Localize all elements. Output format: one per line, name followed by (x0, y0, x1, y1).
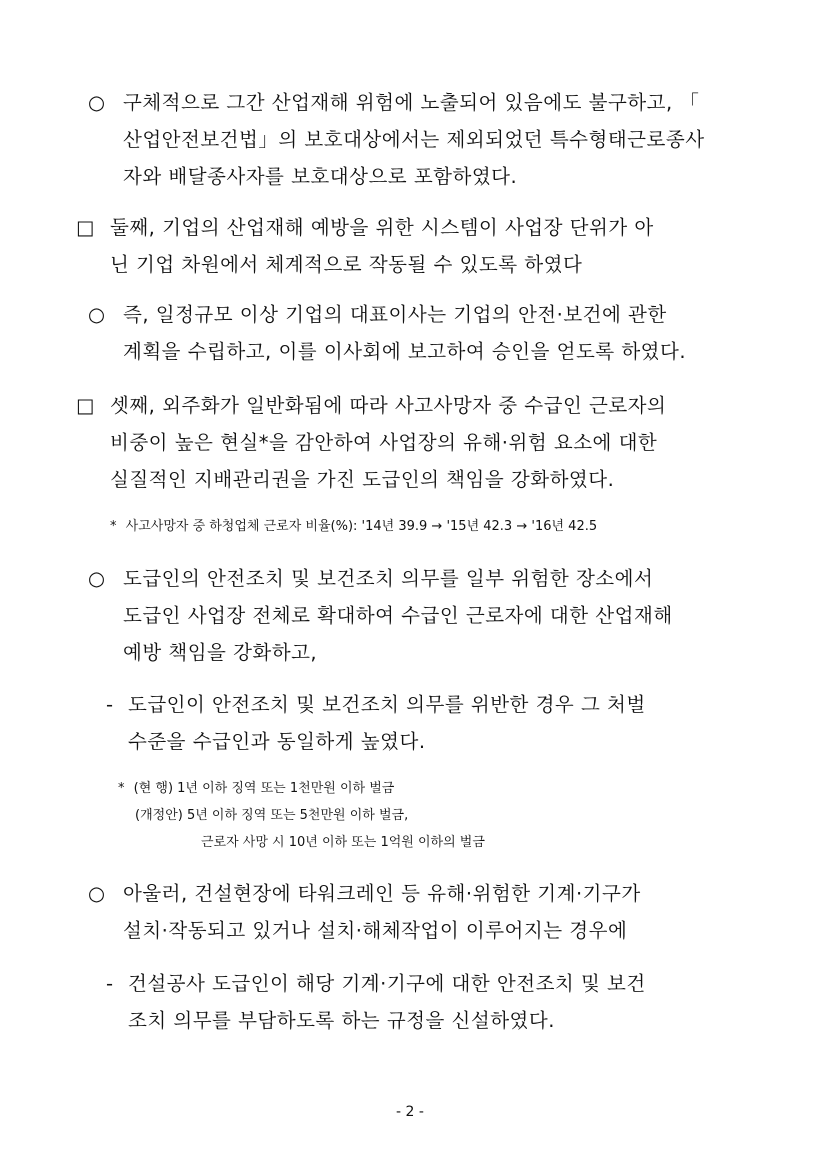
footnote-line: (개정안) 5년 이하 징역 또는 5천만원 이하 벌금, (135, 808, 409, 823)
paragraph-line: 도급인 사업장 전체로 확대하여 수급인 근로자에 대한 산업재해 (123, 604, 673, 627)
footnote (110, 513, 597, 540)
bullet-paragraph (88, 296, 686, 370)
footnote-line: 사고사망자 중 하청업체 근로자 비율(%): '14년 39.9 → '15년 42.3 → '16년 42.5 (125, 519, 598, 534)
bullet-paragraph (88, 875, 641, 949)
paragraph-line: 셋째, 외주화가 일반화됨에 따라 사고사망자 중 수급인 근로자의 (110, 394, 667, 417)
paragraph-line: 즉, 일정규모 이상 기업의 대표이사는 기업의 안전·보건에 관한 (123, 303, 667, 326)
dash-marker: - (106, 972, 114, 995)
paragraph-line: 수준을 수급인과 동일하게 높였다. (128, 730, 426, 753)
paragraph-line: 조치 의무를 부담하도록 하는 규정을 신설하였다. (128, 1009, 555, 1032)
circle-bullet: ○ (88, 303, 106, 326)
bullet-paragraph (88, 560, 673, 671)
circle-bullet: ○ (88, 567, 106, 590)
section-paragraph (76, 209, 654, 283)
asterisk-marker: * (118, 781, 125, 796)
paragraph-line: 실질적인 지배관리권을 가진 도급인의 책임을 강화하였다. (110, 468, 615, 491)
paragraph-line: 비중이 높은 현실*을 감안하여 사업장의 유해·위험 요소에 대한 (110, 431, 658, 454)
paragraph-line: 도급인이 안전조치 및 보건조치 의무를 위반한 경우 그 처벌 (128, 693, 646, 716)
square-bullet: □ (76, 394, 95, 417)
paragraph-line: 닌 기업 차원에서 체계적으로 작동될 수 있도록 하였다 (110, 253, 583, 276)
bullet-paragraph (88, 84, 705, 195)
dash-marker: - (106, 693, 114, 716)
paragraph-line: 둘째, 기업의 산업재해 예방을 위한 시스템이 사업장 단위가 아 (110, 216, 654, 239)
paragraph-line: 아울러, 건설현장에 타워크레인 등 유해·위험한 기계·기구가 (123, 882, 641, 905)
dash-paragraph (106, 686, 646, 760)
paragraph-line: 산업안전보건법」의 보호대상에서는 제외되었던 특수형태근로종사 (123, 128, 705, 151)
paragraph-line: 건설공사 도급인이 해당 기계·기구에 대한 안전조치 및 보건 (128, 972, 646, 995)
footnote-line: (현 행) 1년 이하 징역 또는 1천만원 이하 벌금 (133, 781, 395, 796)
paragraph-line: 계획을 수립하고, 이를 이사회에 보고하여 승인을 얻도록 하였다. (123, 340, 687, 363)
square-bullet: □ (76, 216, 95, 239)
circle-bullet: ○ (88, 882, 106, 905)
section-paragraph (76, 387, 666, 498)
dash-paragraph (106, 965, 646, 1039)
paragraph-line: 예방 책임을 강화하고, (123, 641, 318, 664)
page-number: - 2 - (396, 1104, 424, 1120)
paragraph-line: 설치·작동되고 있거나 설치·해체작업이 이루어지는 경우에 (123, 919, 628, 942)
paragraph-line: 구체적으로 그간 산업재해 위험에 노출되어 있음에도 불구하고, 「 (123, 91, 700, 114)
circle-bullet: ○ (88, 91, 106, 114)
penalty-note (118, 775, 485, 856)
footnote-line: 근로자 사망 시 10년 이하 또는 1억원 이하의 벌금 (201, 835, 485, 850)
paragraph-line: 도급인의 안전조치 및 보건조치 의무를 일부 위험한 장소에서 (123, 567, 654, 590)
paragraph-line: 자와 배달종사자를 보호대상으로 포함하였다. (123, 165, 518, 188)
asterisk-marker: * (110, 519, 117, 534)
